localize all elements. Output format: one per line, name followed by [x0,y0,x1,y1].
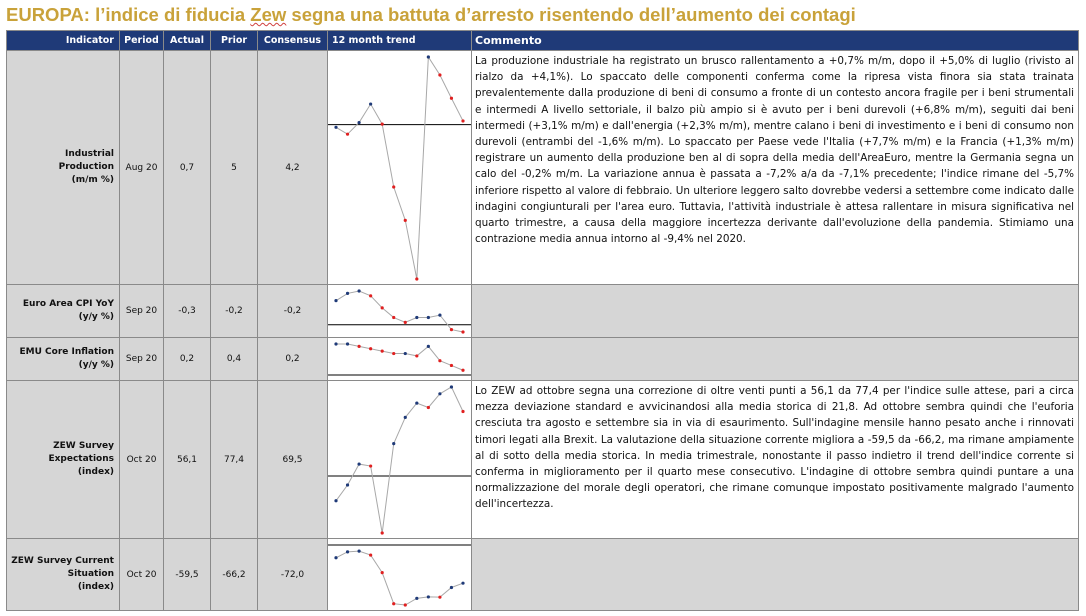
prior-cell: 77,4 [211,381,258,539]
table-row [7,285,1079,338]
trend-point [334,342,337,345]
header-prior: Prior [211,31,258,51]
trend-point [381,306,384,309]
trend-point [438,595,441,598]
trend-cell [328,381,472,539]
trend-point [369,102,372,105]
trend-point [369,553,372,556]
title-prefix: EUROPA: l’indice di fiducia [6,4,251,25]
consensus-cell: -72,0 [258,539,328,611]
trend-point [404,351,407,354]
indicator-name-line: (index) [77,467,114,477]
indicator-name-line: (y/y %) [78,360,114,370]
indicator-name-line: ZEW Survey Current [11,556,114,566]
trend-point [415,354,418,357]
trend-point [346,342,349,345]
indicator-name-line: Industrial [65,149,114,159]
trend-point [404,320,407,323]
trend-point [461,330,464,333]
consensus-cell: 4,2 [258,51,328,285]
trend-point [404,415,407,418]
trend-point [369,347,372,350]
trend-point [415,315,418,318]
trend-point [438,73,441,76]
indicator-name-line: Production [58,162,114,172]
indicator-name [7,51,120,285]
trend-point [392,442,395,445]
actual-cell: -0,3 [164,285,211,338]
trend-point [450,96,453,99]
trend-point [381,531,384,534]
trend-point [392,185,395,188]
trend-point [415,277,418,280]
trend-point [461,368,464,371]
trend-point [427,405,430,408]
indicator-name [7,285,120,338]
page-title [6,2,856,28]
header-indicator: Indicator [7,31,120,51]
trend-line [336,387,463,533]
trend-cell [328,51,472,285]
comment-cell [472,539,1079,611]
trend-point [381,122,384,125]
trend-point [427,595,430,598]
trend-line [336,291,463,332]
sparkline [328,286,471,337]
comment-cell [472,285,1079,338]
period-cell: Oct 20 [120,381,164,539]
comment-cell [472,338,1079,381]
sparkline [328,339,471,380]
trend-point [450,363,453,366]
trend-point [346,550,349,553]
trend-point [357,462,360,465]
trend-point [369,294,372,297]
indicator-name [7,539,120,611]
indicator-name-line: (index) [77,582,114,592]
trend-point [357,549,360,552]
trend-line [336,57,463,279]
trend-point [381,571,384,574]
trend-point [438,392,441,395]
trend-point [357,120,360,123]
trend-point [427,315,430,318]
trend-line [336,551,463,605]
trend-line [336,344,463,370]
trend-point [415,401,418,404]
trend-point [461,581,464,584]
actual-cell: -59,5 [164,539,211,611]
title-zew: Zew [250,4,287,25]
indicator-name-line: Situation [67,569,114,579]
sparkline [328,540,471,610]
prior-cell: -0,2 [211,285,258,338]
consensus-cell: -0,2 [258,285,328,338]
indicator-name [7,381,120,539]
trend-point [369,464,372,467]
indicator-name [7,338,120,381]
prior-cell: -66,2 [211,539,258,611]
trend-point [346,132,349,135]
table-row [7,51,1079,285]
period-cell: Aug 20 [120,51,164,285]
indicator-name-line: ZEW Survey [53,441,114,451]
trend-point [392,315,395,318]
header-comment: Commento [472,31,1079,51]
trend-point [334,299,337,302]
trend-point [334,125,337,128]
table-row [7,338,1079,381]
trend-point [346,291,349,294]
table-row [7,539,1079,611]
indicator-name-line: (y/y %) [78,312,114,322]
period-cell: Sep 20 [120,338,164,381]
indicator-name-line: Expectations [48,454,114,464]
trend-point [392,602,395,605]
indicator-table [6,30,1079,611]
trend-point [334,556,337,559]
trend-point [392,351,395,354]
trend-point [438,313,441,316]
header-trend: 12 month trend [328,31,472,51]
trend-point [461,119,464,122]
header-row [7,31,1079,51]
trend-point [438,359,441,362]
sparkline [328,382,471,538]
trend-point [450,327,453,330]
consensus-cell: 69,5 [258,381,328,539]
trend-cell [328,539,472,611]
trend-cell [328,285,472,338]
table-row [7,381,1079,539]
trend-point [450,385,453,388]
actual-cell: 0,7 [164,51,211,285]
comment-cell: La produzione industriale ha registrato un brusco rallentamento a +0,7% m/m, dopo il +5,0% di luglio (rivisto al rialzo da +4,1%). Lo spaccato delle componenti conferma come la ripresa vista finora sia stata trainata prevalentemente dalla produzione di beni di consumo a fronte di un contesto ancora fragile per i beni strumentali e intermedi A livello settoriale, il balzo più ampio si è avuto per i beni durevoli (+6,8% m/m), seguiti dai beni intermedi (+3,1% m/m) e dall'energia (+2,3% m/m), mentre calano i beni di investimento e i beni di consumo non durevoli (entrambi del -1,6% m/m). Lo spaccato per Paese vede l'Italia (+7,7% m/m) e la Francia (+1,3% m/m) registrare un aumento della produzione ben al di sopra della media dell'AreaEuro, mentre la Germania segna un calo del -0,2% m/m. La variazione annua è passata a -7,2% a/a da -7,1% precedente; l'indice rimane del -5,7% inferiore rispetto al valore di febbraio. Un ulteriore leggero salto dovrebbe vedersi a settembre come indicato dalle indagini congiunturali per l'area euro. Tuttavia, l'attività industriale è attesa rallentare in misura significativa nel quarto trimestre, a causa della maggiore incertezza derivante dall'evoluzione della pandemia. Stimiamo una contrazione media annua intorno al -9,4% nel 2020. [472,51,1079,285]
period-cell: Sep 20 [120,285,164,338]
actual-cell: 56,1 [164,381,211,539]
trend-point [357,289,360,292]
prior-cell: 0,4 [211,338,258,381]
trend-point [427,344,430,347]
comment-cell: Lo ZEW ad ottobre segna una correzione di oltre venti punti a 56,1 da 77,4 per l'indice sulle attese, pari a circa mezza deviazione standard e avvicinandosi alla media storica di 21,8. Ad ottobre sembra quindi che l'euforia cresciuta tra agosto e settembre sia in via di esaurimento. Sull'indagine mensile hanno pesato anche i rinnovati timori legati alla Brexit. La valutazione della situazione corrente migliora a -59,5 da -66,2, ma rimane ampiamente al di sotto della media storica. In media trimestrale, nonostante il passo indietro il trend dell'indice corrente si conferma in miglioramento per il quarto mese consecutivo. L'indagine di ottobre sembra quindi puntare a una normalizzazione del morale degli operatori, che rimane comunque impostato positivamente malgrado l'aumento dell'incertezza. [472,381,1079,539]
trend-point [346,483,349,486]
trend-point [404,603,407,606]
trend-point [404,218,407,221]
trend-point [461,409,464,412]
sparkline [328,52,471,284]
trend-point [381,349,384,352]
indicator-name-line: EMU Core Inflation [19,347,114,357]
trend-cell [328,338,472,381]
trend-point [415,596,418,599]
header-period: Period [120,31,164,51]
consensus-cell: 0,2 [258,338,328,381]
trend-point [427,55,430,58]
indicator-name-line: Euro Area CPI YoY [22,299,114,309]
actual-cell: 0,2 [164,338,211,381]
header-consensus: Consensus [258,31,328,51]
header-actual: Actual [164,31,211,51]
prior-cell: 5 [211,51,258,285]
indicator-name-line: (m/m %) [71,175,114,185]
title-suffix: segna una battuta d’arresto risentendo dell’aumento dei contagi [286,4,856,25]
trend-point [334,499,337,502]
period-cell: Oct 20 [120,539,164,611]
trend-point [357,344,360,347]
trend-point [450,585,453,588]
